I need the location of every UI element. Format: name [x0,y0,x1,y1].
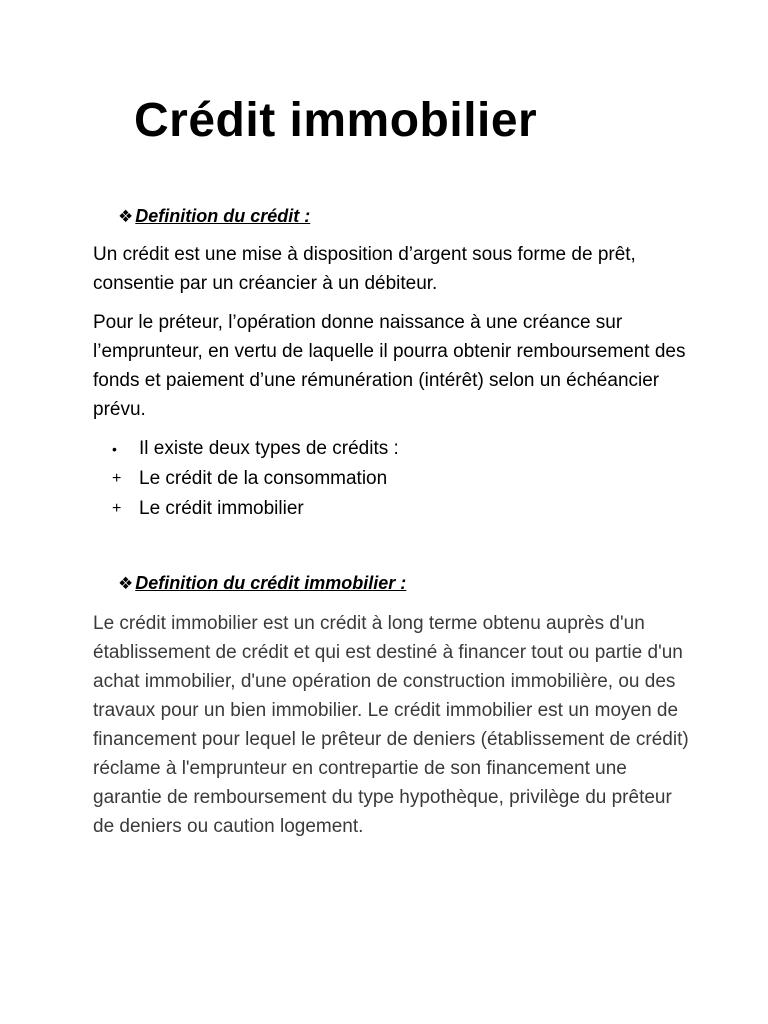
section-heading-credit [118,205,310,228]
list-item-text: Le crédit immobilier [139,498,304,519]
section-heading-credit-immobilier [118,572,406,595]
section-heading-label: Definition du crédit : [135,206,311,226]
diamond-bullet-icon: ❖ [118,207,134,226]
list-item [112,464,399,494]
paragraph-credit-immobilier-definition: Le crédit immobilier est un crédit à long terme obtenu auprès d'un établissement de crédit et qui est destiné à financer tout ou partie d'un achat immobilier, d'une opération de construction immobilière, ou des travaux pour un bien immobilier. Le crédit immobilier est un moyen de financement pour lequel le prêteur de deniers (établissement de crédit) réclame à l'emprunteur en contrepartie de son financement une garantie de remboursement du type hypothèque, privilège du prêteur de deniers ou caution logement. [93,613,689,837]
list-item-text: Le crédit de la consommation [139,468,388,489]
list-item [112,434,399,464]
list-item-text: Il existe deux types de crédits : [139,438,399,459]
diamond-bullet-icon: ❖ [118,574,134,593]
bullet-dot-icon: • [112,441,117,457]
plus-bullet-icon: + [112,500,122,517]
paragraph-credit-definition: Un crédit est une mise à disposition d’argent sous forme de prêt, consentie par un créancier à un débiteur. [93,244,636,294]
page-title: Crédit immobilier [134,94,538,147]
paragraph-preteur: Pour le préteur, l’opération donne naissance à une créance sur l’emprunteur, en vertu de laquelle il pourra obtenir remboursement des fonds et paiement d’une rémunération (intérêt) selon un échéancier prévu. [93,312,686,420]
credit-types-list [112,434,399,524]
plus-bullet-icon: + [112,470,122,487]
list-item [112,494,399,524]
section-heading-label: Definition du crédit immobilier : [135,573,407,593]
